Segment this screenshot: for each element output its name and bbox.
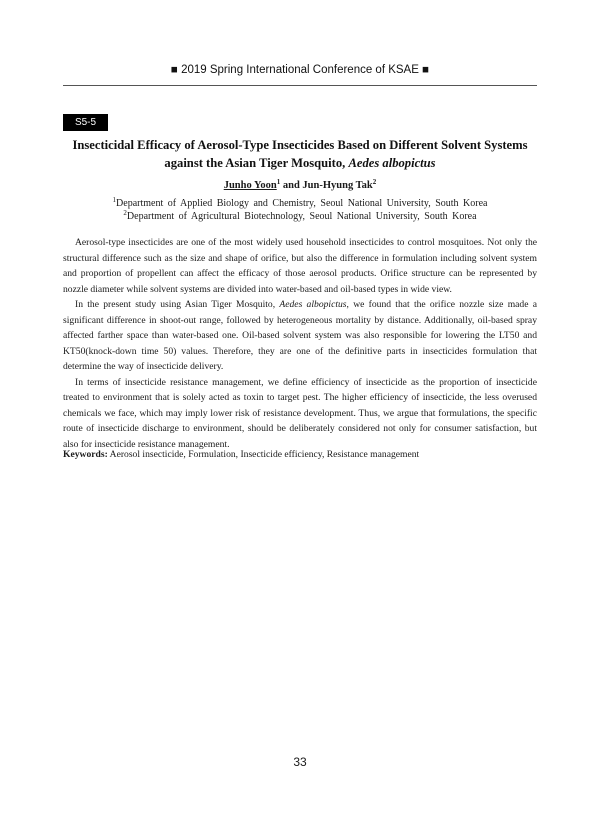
affiliation-text: Department of Applied Biology and Chemistry, Seoul National University, South Korea (116, 198, 488, 209)
paper-title (63, 136, 537, 172)
abstract-paragraph: In terms of insecticide resistance management, we define efficiency of insecticide as the proportion of insecticide treated to environment that is solely acted as toxin to target pest. The higher efficiency of insecticide, the less overused chemicals we face, which may imply lower risk of resistance development. Thus, we argue that formulations, the specific route of insecticide discharge to environment, should be deliberately considered not only for consumer satisfaction, but also for insecticide resistance management. (63, 376, 537, 450)
title-species: Aedes albopictus (348, 156, 436, 170)
affiliation-text: Department of Agricultural Biotechnology, Seoul National University, South Korea (126, 211, 477, 222)
abstract-text: , we found that the orifice nozzle size made a significant difference in shoot-out range, followed by heterogeneous mortality by distance. Additionally, oil-based spray affected farther space than water-based one. Oil-based solvent system was also responsible for lowering the LT50 and KT50(knock-down time 50) values. Therefore, they are one of the definitive parts in insecticides formulation that determine the way of insecticide delivery. (63, 299, 537, 372)
abstract-paragraph: Aerosol-type insecticides are one of the most widely used household insecticides to control mosquitoes. Not only the structural difference such as the size and shape of orifice, but also the difference in formulation including solvent system and proportion of propellent can affect the efficacy of those aerosol products. Orifice structure can be represented by nozzle diameter while solvent systems are divided into water-based and oil-based types in wide view. (63, 237, 537, 295)
title-line-2-text: against the Asian Tiger Mosquito, (164, 156, 349, 170)
affiliation-marker: 1 (112, 196, 117, 204)
abstract-paragraph (63, 297, 537, 375)
affiliation (63, 198, 537, 209)
page-number: 33 (293, 755, 307, 769)
author-connector: and (280, 180, 303, 191)
conference-header (63, 64, 537, 76)
keywords-label: Keywords: (63, 449, 108, 460)
title-line-1: Insecticidal Efficacy of Aerosol-Type Insecticides Based on Different Solvent Systems (72, 138, 528, 152)
conference-name: 2019 Spring International Conference of KSAE (181, 64, 419, 76)
abstract (63, 235, 537, 452)
species-name: Aedes albopictus (279, 299, 347, 310)
author-list (63, 180, 537, 191)
square-bullet-icon: ■ (170, 64, 178, 76)
author-affiliation-marker: 2 (372, 178, 377, 186)
author-affiliation-marker: 1 (276, 178, 281, 186)
session-badge: S5-5 (63, 114, 108, 131)
author-name: Jun-Hyung Tak (302, 180, 373, 191)
title-line-2 (63, 154, 537, 172)
square-bullet-icon: ■ (422, 64, 430, 76)
keywords-text: Aerosol insecticide, Formulation, Insecticide efficiency, Resistance management (107, 449, 420, 460)
author-name: Junho Yoon (223, 180, 277, 191)
affiliation-marker: 2 (123, 209, 127, 217)
keywords (63, 449, 537, 460)
abstract-text: In the present study using Asian Tiger Mosquito, (75, 299, 280, 310)
header-divider (63, 85, 537, 86)
affiliation (63, 211, 537, 222)
